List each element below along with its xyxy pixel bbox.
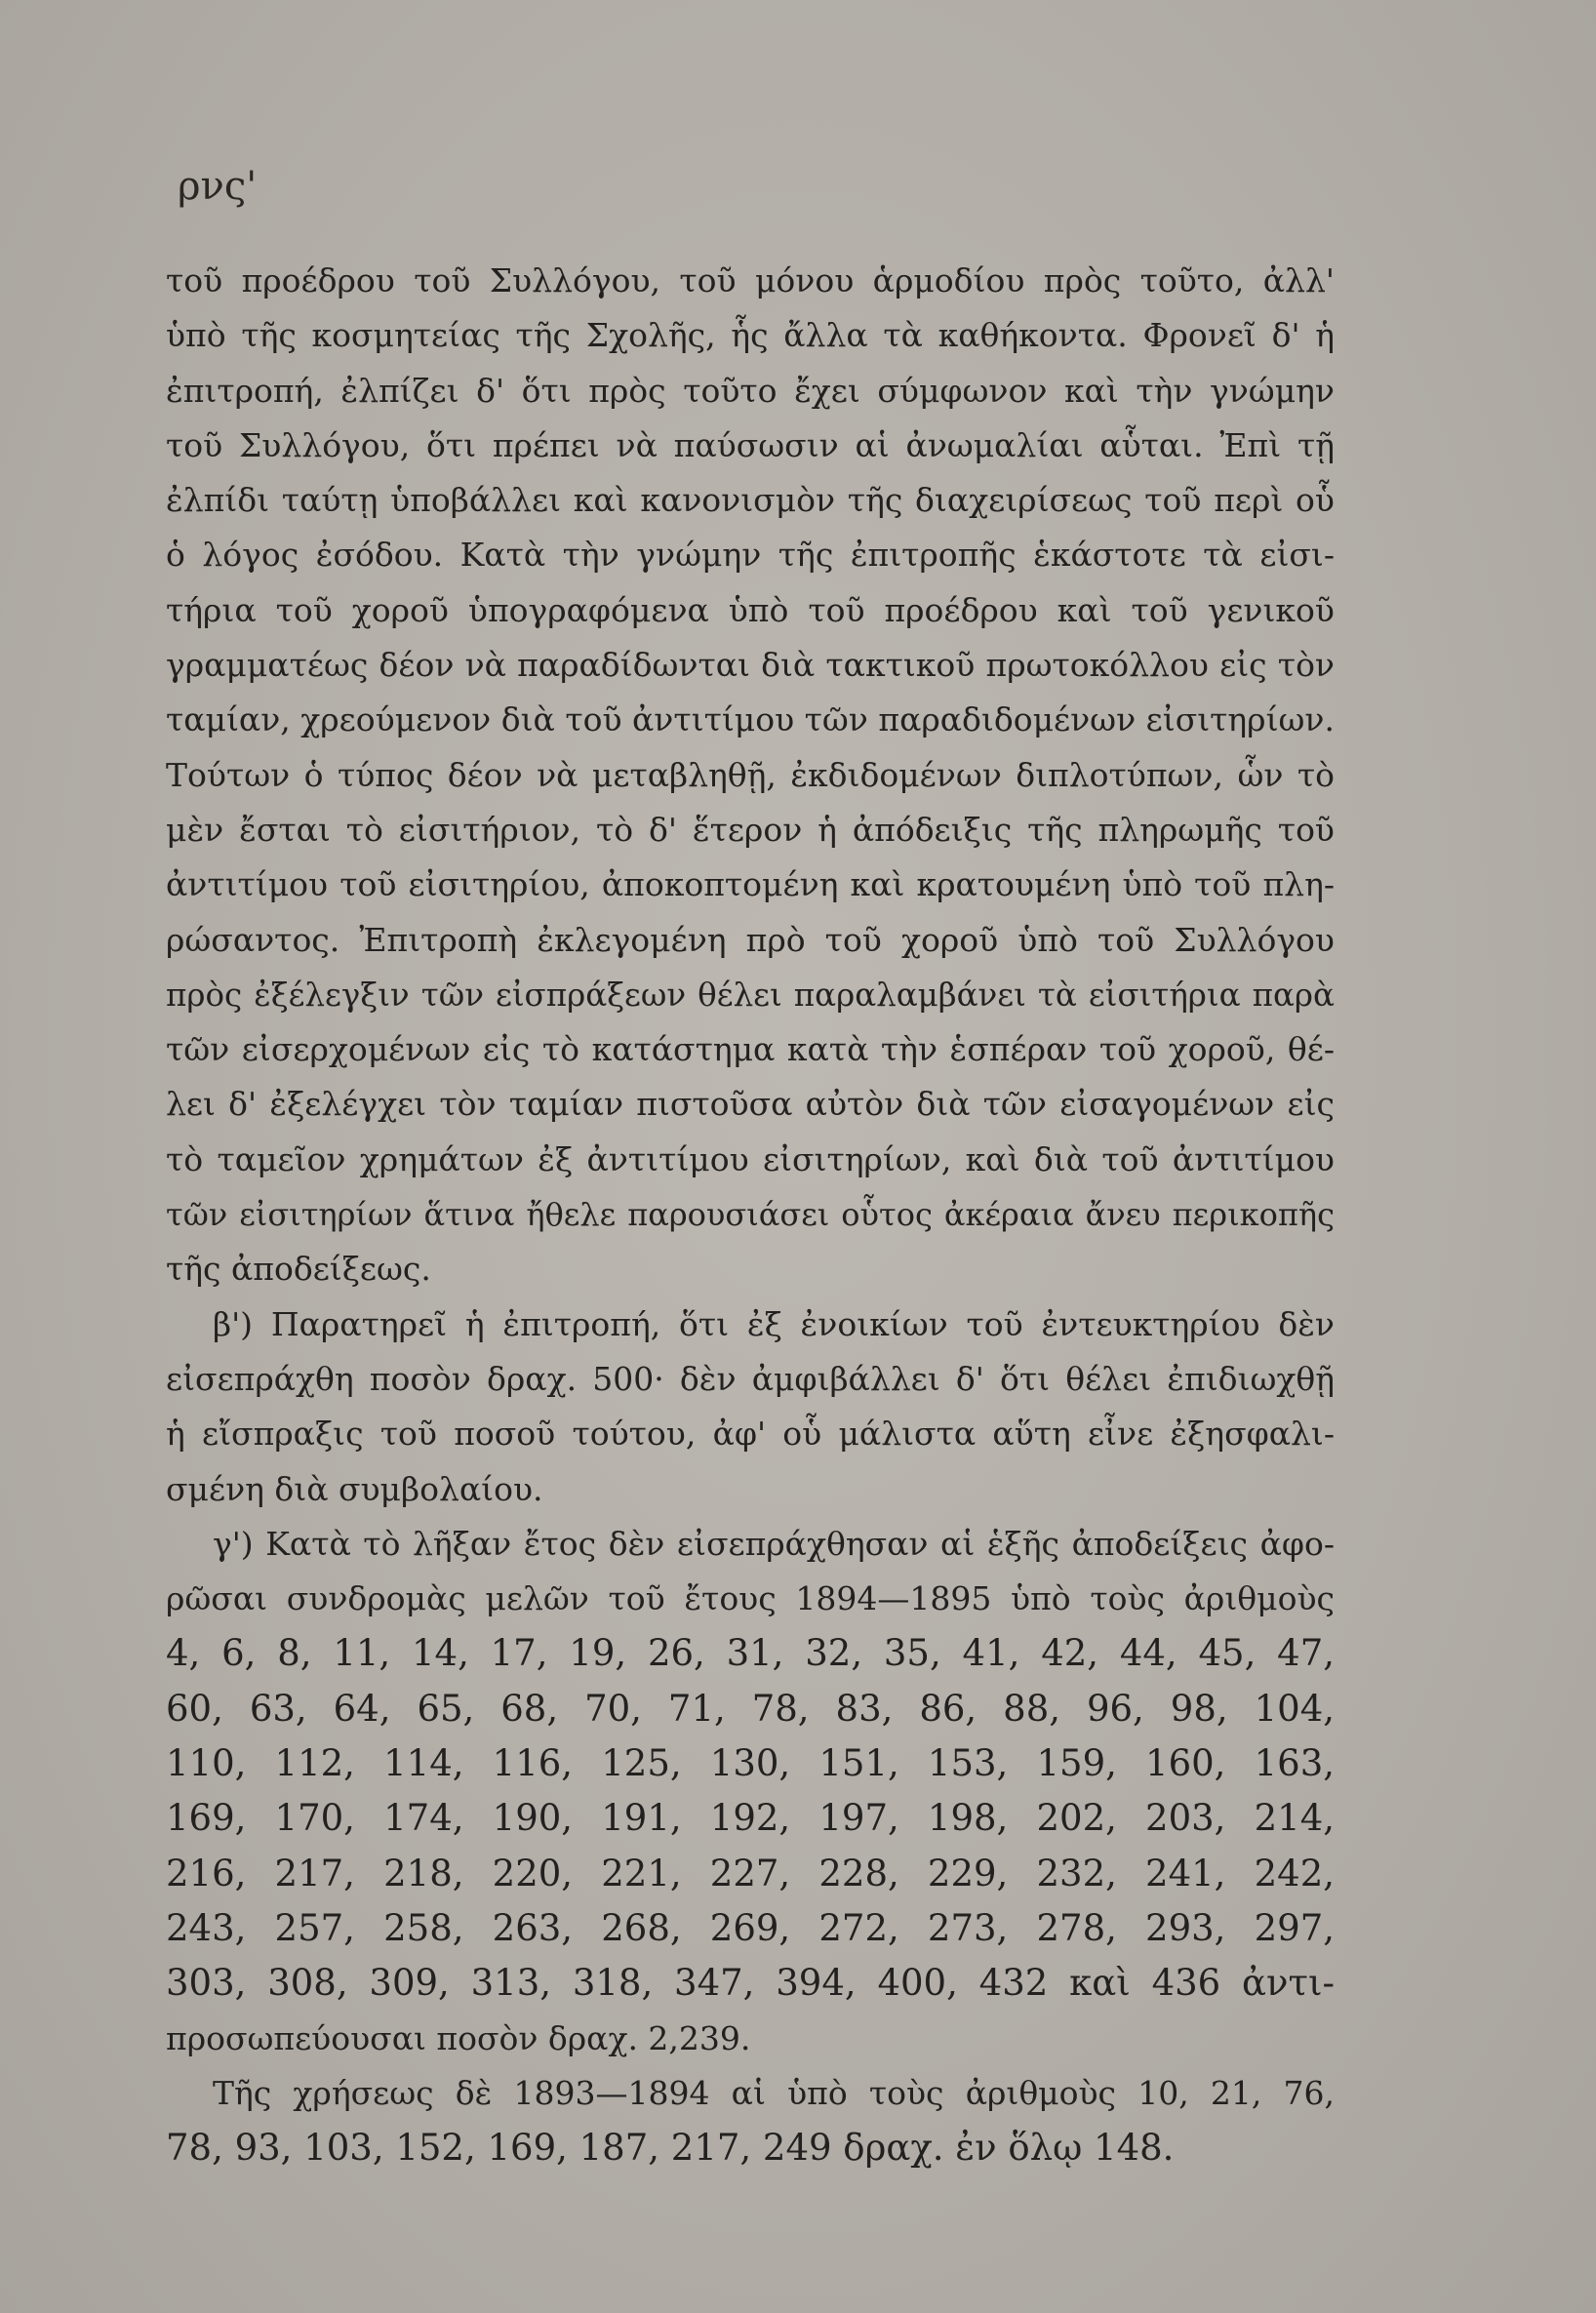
text-line: ἀντιτίμου τοῦ εἰσιτηρίου, ἀποκοπτομένη καὶ κρατουμένη ὑπὸ τοῦ πλη- [166,865,1335,904]
text-line: ἡ εἴσπραξις τοῦ ποσοῦ τούτου, ἀφ' οὗ μάλιστα αὕτη εἶνε ἐξησφαλι- [166,1415,1335,1454]
text-line: 4, 6, 8, 11, 14, 17, 19, 26, 31, 32, 35, 41, 42, 44, 45, 47, [166,1632,1335,1675]
text-line: 243, 257, 258, 263, 268, 269, 272, 273, 278, 293, 297, [166,1906,1335,1949]
text-line: τῆς ἀποδείξεως. [166,1250,431,1289]
paragraph [166,254,1335,1297]
text-line: ρώσαντος. Ἐπιτροπὴ ἐκλεγομένη πρὸ τοῦ χοροῦ ὑπὸ τοῦ Συλλόγου [166,920,1335,959]
text-line: ἐλπίδι ταύτῃ ὑποβάλλει καὶ κανονισμὸν τῆς διαχειρίσεως τοῦ περὶ οὗ [166,481,1335,520]
text-line: πρὸς ἐξέλεγξιν τῶν εἰσπράξεων θέλει παραλαμβάνει τὰ εἰσιτήρια παρὰ [166,976,1335,1014]
text-line: ρῶσαι συνδρομὰς μελῶν τοῦ ἔτους 1894—1895 ὑπὸ τοὺς ἀριθμοὺς [166,1579,1335,1618]
text-line: ταμίαν, χρεούμενον διὰ τοῦ ἀντιτίμου τῶν παραδιδομένων εἰσιτηρίων. [166,700,1335,739]
text-line: γραμματέως δέον νὰ παραδίδωνται διὰ τακτικοῦ πρωτοκόλλου εἰς τὸν [166,646,1335,685]
text-line: τοῦ προέδρου τοῦ Συλλόγου, τοῦ μόνου ἁρμοδίου πρὸς τοῦτο, ἀλλ' [166,261,1335,299]
text-line: 78, 93, 103, 152, 169, 187, 217, 249 δραχ. ἐν ὅλῳ 148. [166,2127,1175,2170]
text-line: ὑπὸ τῆς κοσμητείας τῆς Σχολῆς, ἧς ἄλλα τὰ καθήκοντα. Φρονεῖ δ' ἡ [166,316,1335,355]
text-line: 303, 308, 309, 313, 318, 347, 394, 400, 432 καὶ 436 ἀντι- [166,1962,1335,2005]
page-number: ρνς' [178,164,258,209]
text-line: 110, 112, 114, 116, 125, 130, 151, 153, 159, 160, 163, [166,1742,1335,1785]
text-line: τῶν εἰσιτηρίων ἅτινα ἤθελε παρουσιάσει οὗτος ἀκέραια ἄνευ περικοπῆς [166,1196,1335,1234]
text-line: εἰσεπράχθη ποσὸν δραχ. 500· δὲν ἀμφιβάλλει δ' ὅτι θέλει ἐπιδιωχθῇ [166,1359,1335,1398]
text-line: 216, 217, 218, 220, 221, 227, 228, 229, 232, 241, 242, [166,1852,1335,1894]
paragraph [166,1297,1335,1517]
text-line: λει δ' ἐξελέγχει τὸν ταμίαν πιστοῦσα αὐτὸν διὰ τῶν εἰσαγομένων εἰς [166,1085,1335,1124]
text-line: τὸ ταμεῖον χρημάτων ἐξ ἀντιτίμου εἰσιτηρίων, καὶ διὰ τοῦ ἀντιτίμου [166,1139,1335,1178]
text-line: προσωπεύουσαι ποσὸν δραχ. 2,239. [166,2018,751,2057]
text-line: 60, 63, 64, 65, 68, 70, 71, 78, 83, 86, 88, 96, 98, 104, [166,1687,1335,1730]
text-line: τοῦ Συλλόγου, ὅτι πρέπει νὰ παύσωσιν αἱ ἀνωμαλίαι αὗται. Ἐπὶ τῇ [166,425,1335,464]
text-line: 169, 170, 174, 190, 191, 192, 197, 198, 202, 203, 214, [166,1797,1335,1840]
text-line: γ') Κατὰ τὸ λῆξαν ἔτος δὲν εἰσεπράχθησαν αἱ ἑξῆς ἀποδείξεις ἀφο- [213,1524,1335,1563]
paragraph [166,2066,1335,2176]
text-line: τῶν εἰσερχομένων εἰς τὸ κατάστημα κατὰ τὴν ἑσπέραν τοῦ χοροῦ, θέ- [166,1030,1335,1069]
page-body-text [166,254,1335,2175]
text-line: σμένη διὰ συμβολαίου. [166,1469,543,1508]
text-line: ὁ λόγος ἐσόδου. Κατὰ τὴν γνώμην τῆς ἐπιτροπῆς ἑκάστοτε τὰ εἰσι- [166,536,1335,575]
text-line: Τῆς χρήσεως δὲ 1893—1894 αἱ ὑπὸ τοὺς ἀριθμοὺς 10, 21, 76, [213,2073,1335,2112]
text-line: Τούτων ὁ τύπος δέον νὰ μεταβληθῇ, ἐκδιδομένων διπλοτύπων, ὧν τὸ [166,755,1335,794]
text-line: β') Παρατηρεῖ ἡ ἐπιτροπή, ὅτι ἐξ ἐνοικίων τοῦ ἐντευκτηρίου δὲν [213,1304,1335,1343]
text-line: ἐπιτροπή, ἐλπίζει δ' ὅτι πρὸς τοῦτο ἔχει σύμφωνον καὶ τὴν γνώμην [166,371,1335,410]
paragraph [166,1517,1335,2066]
text-line: τήρια τοῦ χοροῦ ὑπογραφόμενα ὑπὸ τοῦ προέδρου καὶ τοῦ γενικοῦ [166,590,1335,629]
text-line: μὲν ἔσται τὸ εἰσιτήριον, τὸ δ' ἕτερον ἡ ἀπόδειξις τῆς πληρωμῆς τοῦ [166,810,1335,849]
